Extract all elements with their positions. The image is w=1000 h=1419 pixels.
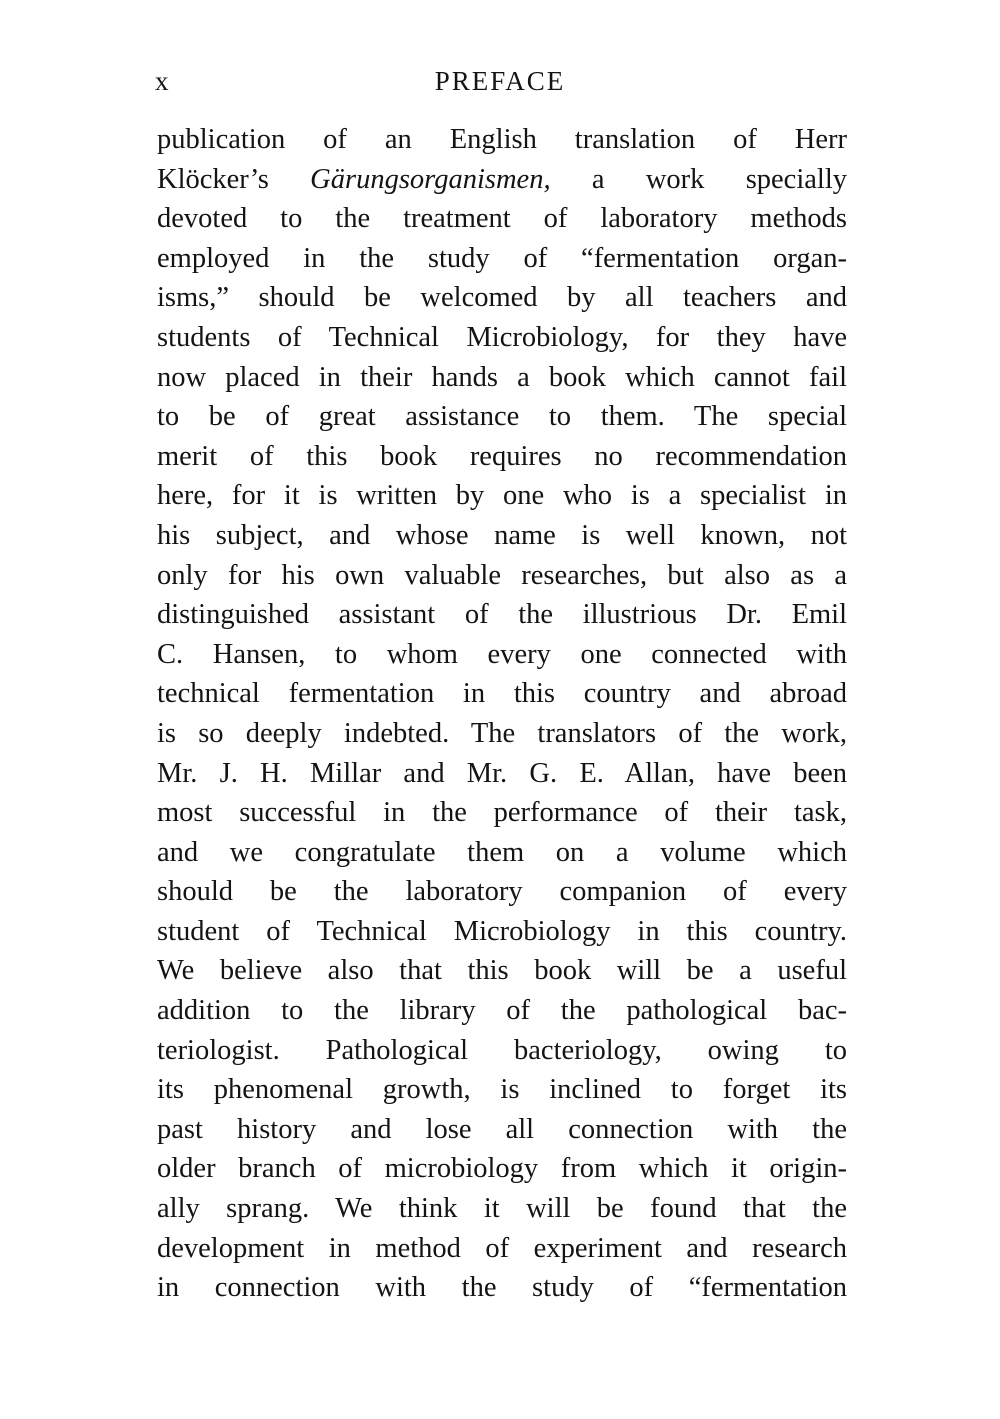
page-number: x — [155, 66, 170, 96]
text-line: Klöcker’s Gärungsorganismen, a work specially — [157, 163, 847, 195]
text-line: addition to the library of the pathological bac- — [157, 995, 847, 1027]
text-line: distinguished assistant of the illustrious Dr. Emil — [157, 599, 847, 631]
text-line: technical fermentation in this country and abroad — [157, 678, 847, 710]
running-head — [155, 66, 845, 106]
text-line: C. Hansen, to whom every one connected with — [157, 638, 847, 670]
text-line: here, for it is written by one who is a specialist in — [157, 480, 847, 512]
text-line: past history and lose all connection with the — [157, 1113, 847, 1145]
text-line: in connection with the study of “fermentation — [157, 1272, 847, 1304]
text-line: student of Technical Microbiology in this country. — [157, 915, 847, 947]
text-line: only for his own valuable researches, but also as a — [157, 559, 847, 591]
text-line: publication of an English translation of Herr — [157, 124, 847, 155]
text-line: now placed in their hands a book which cannot fail — [157, 361, 847, 393]
text-line: We believe also that this book will be a useful — [157, 955, 847, 987]
text-line: development in method of experiment and research — [157, 1232, 847, 1264]
text-line: his subject, and whose name is well known, not — [157, 519, 847, 551]
text-line: most successful in the performance of their task, — [157, 797, 847, 829]
text-line: students of Technical Microbiology, for they have — [157, 321, 847, 353]
text-line: Mr. J. H. Millar and Mr. G. E. Allan, have been — [157, 757, 847, 789]
text-line: is so deeply indebted. The translators of the work, — [157, 717, 847, 749]
text-line: and we congratulate them on a volume which — [157, 836, 847, 868]
text-line: devoted to the treatment of laboratory methods — [157, 203, 847, 235]
text-line: older branch of microbiology from which it origin- — [157, 1153, 847, 1185]
text-line: its phenomenal growth, is inclined to forget its — [157, 1074, 847, 1106]
text-line: ally sprang. We think it will be found that the — [157, 1193, 847, 1225]
text-line: employed in the study of “fermentation organ- — [157, 242, 847, 274]
book-title-italic: Gärungsorganismen, — [310, 163, 551, 195]
preface-paragraph — [157, 120, 847, 1308]
text-line: merit of this book requires no recommendation — [157, 440, 847, 472]
text-line: to be of great assistance to them. The special — [157, 401, 847, 433]
text-line: should be the laboratory companion of every — [157, 876, 847, 908]
text-line: teriologist. Pathological bacteriology, owing to — [157, 1034, 847, 1066]
running-title: PREFACE — [434, 66, 566, 96]
text-line: isms,” should be welcomed by all teachers and — [157, 282, 847, 314]
